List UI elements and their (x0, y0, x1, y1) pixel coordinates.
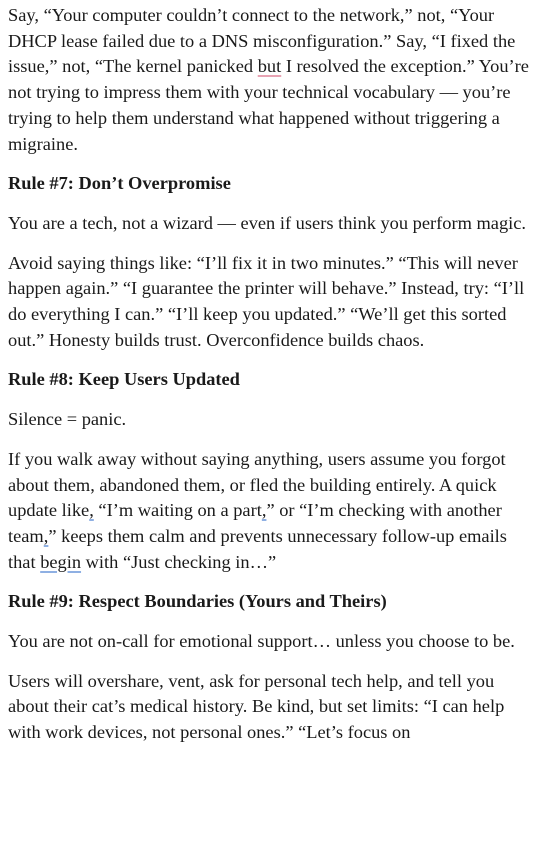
paragraph: You are not on-call for emotional support… unless you choose to be. (8, 631, 515, 652)
rule-8-heading: Rule #8: Keep Users Updated (8, 369, 240, 390)
grammar-suggestion-mark[interactable]: , (261, 500, 267, 521)
paragraph: Silence = panic. (8, 409, 127, 430)
paragraph: Avoid saying things like: “I’ll fix it in two minutes.” “This will never happen again.” “I guarantee the printer will behave.” Instead, try: “I’ll do everything I can.” “I’ll keep you updated.” “We’ll get this sorted out.” Honesty builds trust. Overconfidence builds chaos. (8, 252, 525, 350)
grammar-suggestion-mark[interactable]: , (43, 525, 49, 546)
paragraph-text: “I’m waiting on a part (93, 500, 262, 521)
paragraph-text: Say, “Your computer couldn’t connect to the network,” not, “Your DHCP lease failed due to a DNS misconfiguration.” Say, “I fixed the issue,” not, “The kernel panicked (8, 5, 516, 77)
grammar-suggestion-mark[interactable]: , (89, 500, 94, 521)
document-body (8, 0, 536, 760)
paragraph-text: If you walk away without saying anything, users assume you forgot about them, abandoned them, or fled the building entirely. A quick update like (8, 448, 506, 521)
rule-9-heading: Rule #9: Respect Boundaries (Yours and Theirs) (8, 591, 387, 612)
paragraph: Users will overshare, vent, ask for personal tech help, and tell you about their cat’s medical history. Be kind, but set limits: “I can help with work devices, not personal ones.” “Let’s focus on (8, 670, 505, 743)
paragraph-text: ” or “I’m checking with another team (8, 500, 502, 546)
grammar-suggestion-mark[interactable]: begin (40, 551, 82, 572)
paragraph-text: I resolved the exception.” You’re not trying to impress them with your technical vocabulary — you’re trying to help them understand what happened without triggering a migraine. (8, 56, 529, 154)
paragraph-text: ” keeps them calm and prevents unnecessary follow-up emails that (8, 525, 507, 572)
paragraph (8, 447, 536, 576)
rule-7-heading: Rule #7: Don’t Overpromise (8, 173, 231, 194)
grammar-suggestion-mark[interactable]: but (257, 56, 282, 77)
paragraph (8, 3, 536, 157)
paragraph: You are a tech, not a wizard — even if users think you perform magic. (8, 212, 527, 233)
paragraph-text: with “Just checking in…” (81, 551, 277, 572)
